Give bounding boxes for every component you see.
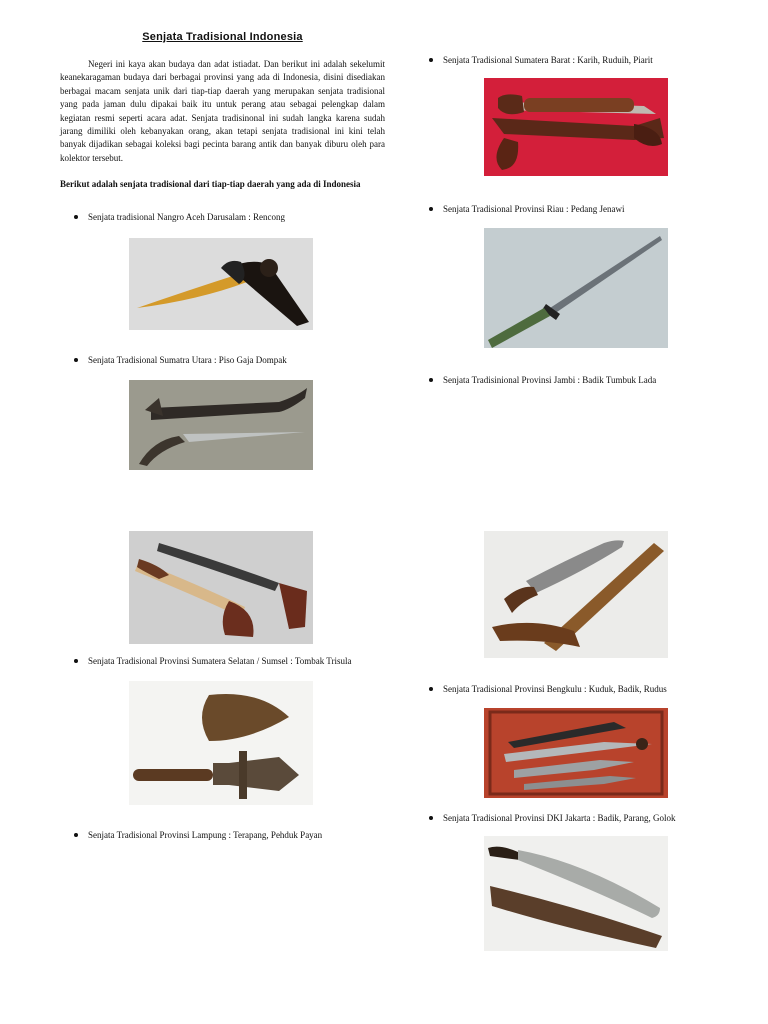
list-item-label: Senjata Tradisional Provinsi Lampung : Terapang, Pehduk Payan — [88, 830, 323, 840]
bengkulu-weapons-image — [484, 708, 668, 798]
list-item-jambi — [429, 374, 656, 386]
list-item-sumbar — [429, 54, 653, 66]
bullet-icon — [429, 207, 433, 211]
bullet-icon — [74, 659, 78, 663]
badik-tumbuk-lada-image — [484, 531, 668, 658]
list-item-label: Senjata Tradisional Provinsi Riau : Pedang Jenawi — [443, 204, 625, 214]
list-item-riau — [429, 203, 625, 215]
list-item-label: Senjata Tradisinional Provinsi Jambi : Badik Tumbuk Lada — [443, 375, 657, 385]
sumsel-weapons-image — [129, 531, 313, 644]
page-title: Senjata Tradisional Indonesia — [142, 31, 303, 43]
tombak-trisula-image — [129, 681, 313, 805]
bullet-icon — [429, 687, 433, 691]
bullet-icon — [429, 58, 433, 62]
pedang-jenawi-image — [484, 228, 668, 348]
list-item-sumut — [74, 354, 287, 366]
karih-image — [484, 78, 668, 176]
list-item-label: Senjata Tradisional Provinsi DKI Jakarta : Badik, Parang, Golok — [443, 813, 676, 823]
bullet-icon — [74, 358, 78, 362]
section-subheading: Berikut adalah senjata tradisional dari tiap-tiap daerah yang ada di Indonesia — [60, 179, 361, 189]
list-item-aceh — [74, 211, 285, 223]
intro-paragraph — [60, 58, 385, 165]
bullet-icon — [74, 833, 78, 837]
bullet-icon — [429, 378, 433, 382]
golok-image — [484, 836, 668, 951]
list-item-sumsel — [74, 655, 351, 667]
list-item-label: Senjata Tradisional Provinsi Sumatera Selatan / Sumsel : Tombak Trisula — [88, 656, 352, 666]
list-item-label: Senjata Tradisional Provinsi Bengkulu : Kuduk, Badik, Rudus — [443, 684, 667, 694]
bullet-icon — [74, 215, 78, 219]
rencong-image — [129, 238, 313, 330]
piso-gaja-dompak-image — [129, 380, 313, 470]
list-item-lampung — [74, 829, 322, 841]
list-item-label: Senjata tradisional Nangro Aceh Darusalam : Rencong — [88, 212, 285, 222]
list-item-label: Senjata Tradisional Sumatra Utara : Piso Gaja Dompak — [88, 355, 287, 365]
list-item-bengkulu — [429, 683, 667, 695]
bullet-icon — [429, 816, 433, 820]
list-item-label: Senjata Tradisional Sumatera Barat : Karih, Ruduih, Piarit — [443, 55, 653, 65]
list-item-jakarta — [429, 812, 675, 824]
intro-text: Negeri ini kaya akan budaya dan adat istiadat. Dan berikut ini adalah sekelumit keanekaragaman budaya dari berbagai provinsi yang ada di Indonesia, disini disediakan berbagai macam senjata unik dari tiap-tiap daerah yang merupakan senjata tradisional yang pada jaman dulu dipakai baik itu untuk perang atau sebagai pelengkap dalam kegiatan resmi seperti acara adat. Senjata tradisinonal ini sudah langka karena sudah jarang dimiliki oleh kebanyakan orang, akan tetapi senjata tradisional ini kini telah banyak dijadikan sebagai koleksi bagi pecinta barang antik dan banyak diburu oleh para kolektor tersebut. — [60, 59, 385, 163]
